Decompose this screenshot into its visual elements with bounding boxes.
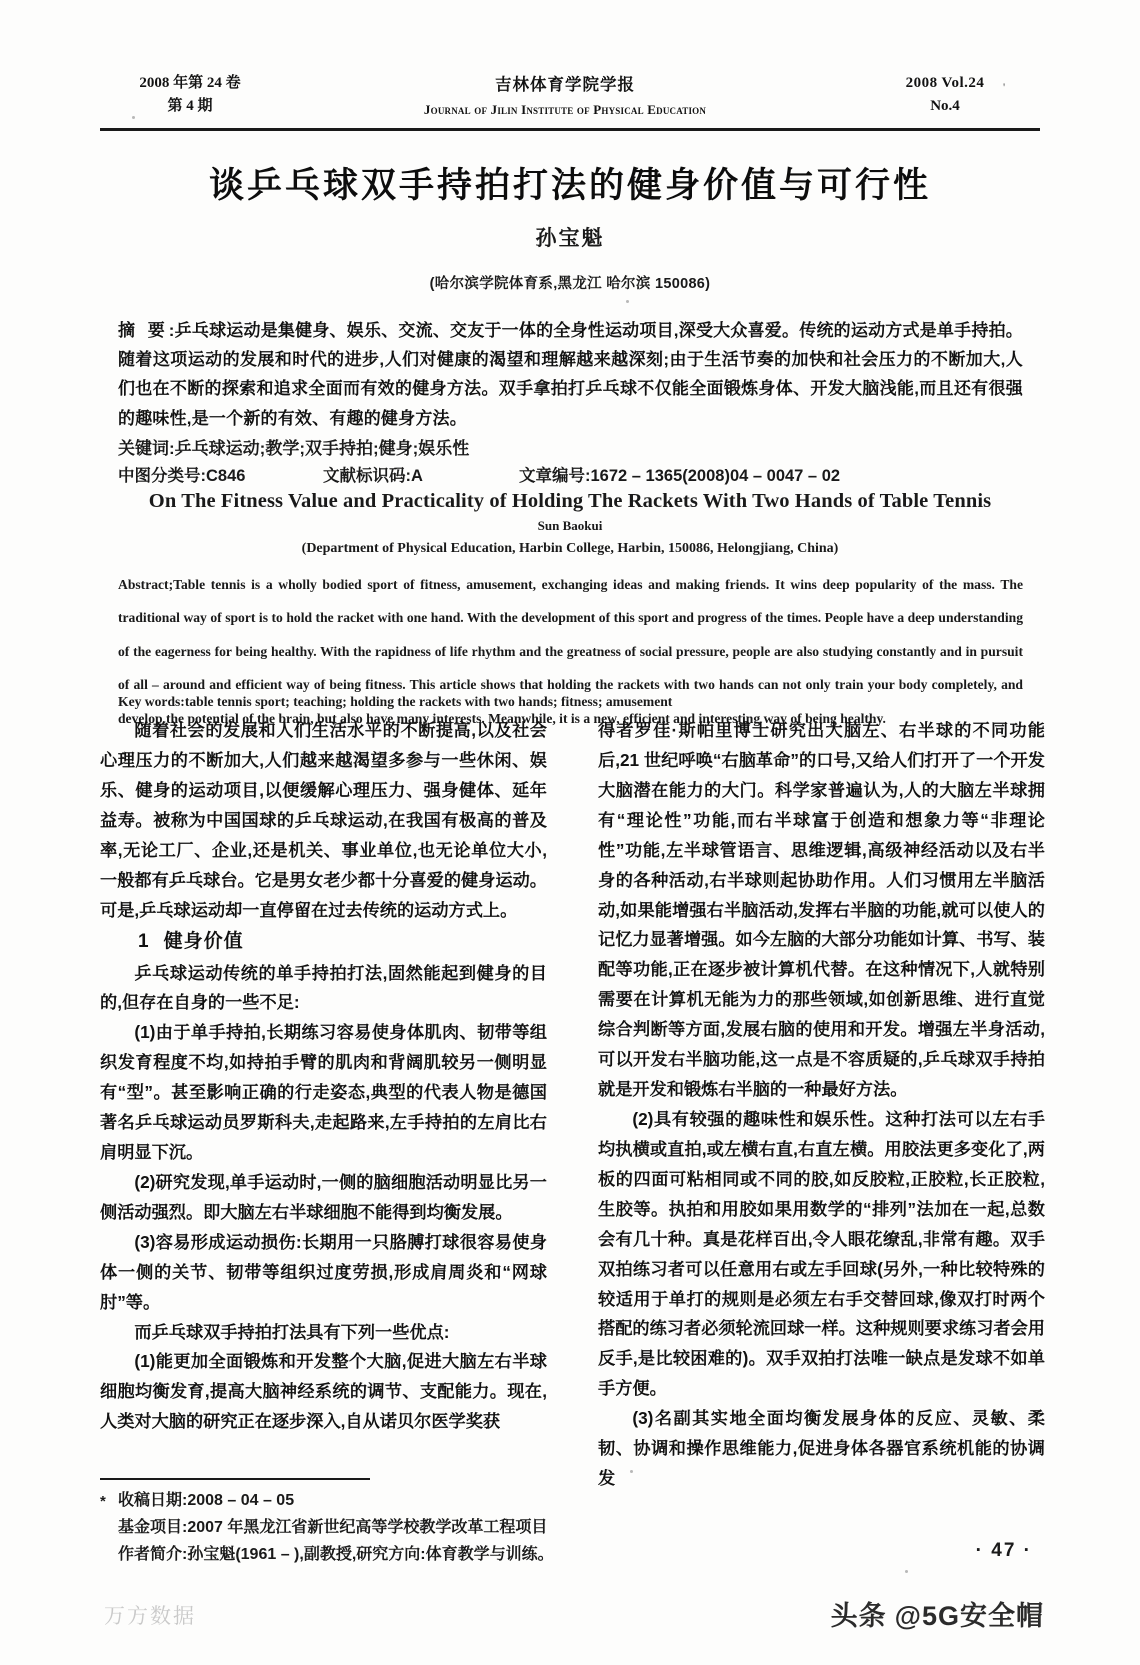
abstract-cn-label: 摘 要 <box>118 321 169 340</box>
paragraph: (3)容易形成运动损伤:长期用一只胳膊打球很容易使身体一侧的关节、韧带等组织过度劳损,形成肩周炎和“网球肘”等。 <box>100 1231 547 1312</box>
footnote-rule <box>100 1478 370 1480</box>
section-heading <box>100 925 547 958</box>
scan-speck <box>132 116 135 119</box>
watermark-wanfang: 万方数据 <box>104 1605 196 1628</box>
watermark-prefix: 头条 <box>830 1601 887 1631</box>
paragraph: 随着社会的发展和人们生活水平的不断提高,以及社会心理压力的不断加大,人们越来越渴望多参与一些休闲、娱乐、健身的运动项目,以便缓解心理压力、强身健体、延年益寿。被称为中国国球的乒乓球运动,在我国有极高的普及率,无论工厂、企业,还是机关、事业单位,也无论单位大小,一般都有乒乓球台。它是男女老少都十分喜爱的健身运动。可是,乒乓球运动却一直停留在过去传统的运动方式上。 <box>100 720 547 920</box>
abstract-cn <box>118 316 1023 433</box>
paragraph: (2)研究发现,单手运动时,一侧的脑细胞活动明显比另一侧活动强烈。即大脑左右半球细胞不能得到均衡发展。 <box>100 1171 547 1222</box>
paragraph: (1)能更加全面锻炼和开发整个大脑,促进大脑左右半球细胞均衡发育,提高大脑神经系统的调节、支配能力。现在,人类对大脑的研究正在逐步深入,自从诺贝尔医学奖获 <box>100 1351 547 1432</box>
abstract-en-label: Abstract <box>118 577 169 592</box>
footnote-author-bio: 作者简介:孙宝魁(1961 – ),副教授,研究方向:体育教学与训练。 <box>118 1545 554 1563</box>
section-heading-number: 1 <box>138 931 150 953</box>
paragraph: (1)由于单手持拍,长期练习容易使身体肌肉、韧带等组织发育程度不均,如持拍手臂的肌肉和背阔肌较另一侧明显有“型”。甚至影响正确的行走姿态,典型的代表人物是德国著名乒乓球运动员罗斯科夫,走起路来,左手持拍的左肩比右肩明显下沉。 <box>100 1022 547 1163</box>
masthead-issue-line1: 2008 Vol.24 <box>905 75 985 91</box>
masthead-volume-line2: 第 4 期 <box>167 98 213 115</box>
article-title-cn: 谈乒乓球双手持拍打法的健身价值与可行性 <box>208 166 931 205</box>
keywords-cn: 关键词:乒乓球运动;教学;双手持拍;健身;娱乐性 <box>118 439 470 458</box>
keywords-en: Key words:table tennis sport; teaching; holding the rackets with two hands; fitness; amusement <box>118 694 673 709</box>
page-number: · 47 · <box>975 1540 1032 1561</box>
footnote-block <box>100 1488 738 1569</box>
paragraph: 乒乓球运动传统的单手持拍打法,固然能起到健身的目的,但存在自身的一些不足: <box>100 962 547 1013</box>
abstract-cn-text: :乒乓球运动是集健身、娱乐、交流、交友于一体的全身性运动项目,深受大众喜爱。传统的运动方式是单手持拍。随着这项运动的发展和时代的进步,人们对健康的渴望和理解越来越深刻;由于生活节奏的加快和社会压力的不断加大,人们也在不断的探索和追求全面而有效的健身方法。双手拿拍打乒乓球不仅能全面锻炼身体、开发大脑浅能,而且还有很强的趣味性,是一个新的有效、有趣的健身方法。 <box>118 321 1023 428</box>
abstract-en-text: ;Table tennis is a wholly bodied sport of fitness, amusement, exchanging ideas and making friends. It wins deep popularity of the mass. The traditional way of sport is to hold the racket with one hand. With the development of this sport and progress of the times. People have a deep understanding of the eagerness for being healthy. With the rapidness of life rhythm and the greatness of social pressure, people are also studying constantly and in pursuit of all – around and efficient way of being fitness. This article shows that holding the rackets with two hands can not only train your body completely, and develop the potential of the brain, but also have many interests. Meanwhile, it is a new, efficient and interesting way of being healthy. <box>118 577 1023 726</box>
masthead-volume <box>100 72 280 119</box>
article-affiliation-en: (Department of Physical Education, Harbin College, Harbin, 150086, Helongjiang, China) <box>301 541 839 556</box>
footnote-funding: 基金项目:2007 年黑龙江省新世纪高等学校教学改革工程项目 <box>118 1518 548 1536</box>
paragraph: 得者罗佳·斯帕里博士研究出大脑左、右半球的不同功能后,21 世纪呼唤“右脑革命”的口号,又给人们打开了一个开发大脑潜在能力的大门。科学家普遍认为,人的大脑左半球拥有“理论性”功能,而右半球富于创造和想象力等“非理论性”功能,左半球管语言、思维逻辑,高级神经活动以及右半身的各种活动,右半球则起协助作用。人们习惯用左半脑活动,如果能增强右半脑活动,发挥右半脑的功能,就可以使人的记忆力显著增强。如今左脑的大部分功能如计算、书写、装配等功能,正在逐步被计算机代替。在这种情况下,人就特别需要在计算机无能为力的那些领域,如创新思维、进行直觉综合判断等方面,发展右脑的使用和开发。增强左半身活动,可以开发右半脑功能,这一点是不容质疑的,乒乓球双手持拍就是开发和锻炼右半脑的一种最好方法。 <box>598 720 1045 1100</box>
scan-speck <box>630 1470 633 1473</box>
paragraph: (3)名副其实地全面均衡发展身体的反应、灵敏、柔韧、协调和操作思维能力,促进身体各器官系统机能的协调发 <box>598 1408 1045 1489</box>
article-title-en: On The Fitness Value and Practicality of Holding The Rackets With Two Hands of Table Tennis <box>148 490 992 512</box>
paragraph: (2)具有较强的趣味性和娱乐性。这种打法可以左右手均执横或直拍,或左横右直,右直左横。用胶法更多变化了,两板的四面可粘相同或不同的胶,如反胶粒,正胶粒,长正胶粒,生胶等。执拍和用胶如果用数学的“排列”法加在一起,总数会有几十种。真是花样百出,令人眼花缭乱,非常有趣。双手双拍练习者可以任意用右或左手回球(另外,一种比较特殊的较适用于单打的规则是必须左右手交替回球,像双打时两个搭配的练习者必须轮流回球一样。这种规则要求练习者会用反手,是比较困难的)。双手双拍打法唯一缺点是发球不如单手方便。 <box>598 1108 1045 1399</box>
classification-codes <box>118 462 1023 486</box>
journal-title-cn: 吉林体育学院学报 <box>495 75 635 94</box>
scan-speck <box>626 300 629 303</box>
masthead-issue-line2: No.4 <box>930 98 960 115</box>
watermark-brand: @5G安全帽 <box>894 1601 1044 1631</box>
masthead-divider-rule <box>100 128 1040 131</box>
section-heading-text: 健身价值 <box>163 931 244 953</box>
paragraph: 而乒乓球双手持拍打法具有下列一些优点: <box>134 1321 450 1342</box>
body-column-right <box>598 716 1045 1489</box>
article-author-cn: 孙宝魁 <box>535 227 605 250</box>
watermark-toutiao <box>831 1594 1044 1633</box>
journal-title-en: Journal of Jilin Institute of Physical Education <box>423 101 707 117</box>
document-code: 文献标识码:A <box>323 467 423 485</box>
footnote-received-date: 收稿日期:2008 – 04 – 05 <box>118 1492 295 1509</box>
scan-speck <box>905 1570 908 1573</box>
clc-number: 中图分类号:C846 <box>118 467 246 485</box>
article-id: 文章编号:1672 – 1365(2008)04 – 0047 – 02 <box>519 467 841 485</box>
body-column-left <box>100 716 547 1432</box>
article-author-en: Sun Baokui <box>537 518 603 533</box>
abstract-en <box>118 568 1023 735</box>
masthead-speck: ' <box>1003 80 1006 94</box>
masthead <box>100 72 1040 120</box>
body-columns <box>100 716 1045 1489</box>
masthead-issue <box>850 72 1040 119</box>
article-affiliation-cn: (哈尔滨学院体育系,黑龙江 哈尔滨 150086) <box>429 276 711 292</box>
masthead-journal <box>350 72 780 120</box>
footnote-marker: * <box>100 1493 106 1510</box>
masthead-volume-line1: 2008 年第 24 卷 <box>139 75 241 91</box>
